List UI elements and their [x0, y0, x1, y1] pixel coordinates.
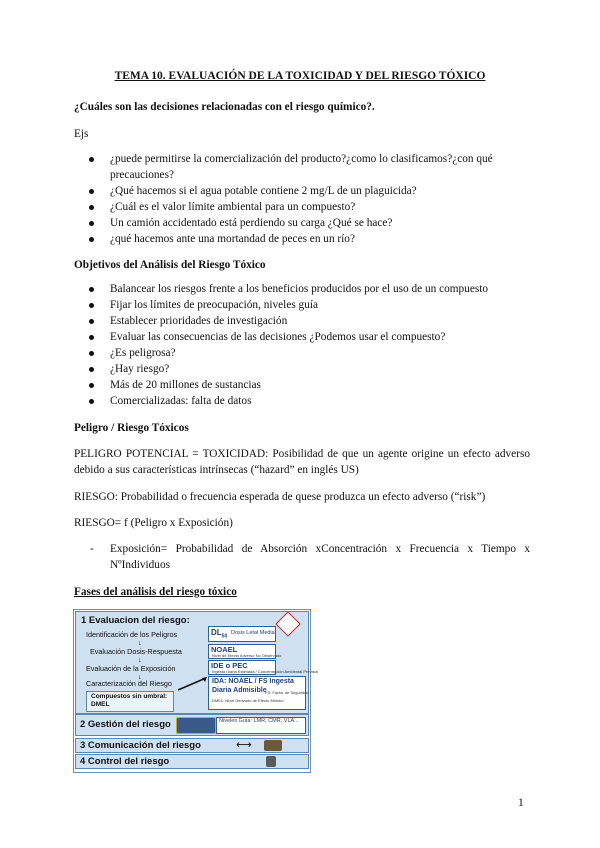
- hazard-warning-icon: [275, 611, 300, 636]
- guide-levels-box: [216, 717, 306, 734]
- examples-label: Ejs: [74, 128, 89, 140]
- dmel-label: DMEL: [91, 701, 110, 708]
- ida-line-2: Diaria Admisible: [212, 687, 267, 694]
- ida-box: [208, 676, 309, 710]
- dl50-box: [208, 626, 276, 642]
- page-number: 1: [518, 797, 524, 809]
- dl50-description: Dosis Letal Media: [231, 630, 275, 636]
- no-threshold-label: Compuestos sin umbral:: [91, 693, 168, 700]
- list-item: ¿qué hacemos ante una mortandad de peces en un río?: [74, 231, 530, 247]
- question-heading: ¿Cuáles son las decisiones relacionadas con el riesgo químico?.: [74, 101, 375, 113]
- risk-communication-bar: [75, 738, 309, 753]
- dash-marker: -: [90, 543, 94, 555]
- peligro-heading: Peligro / Riesgo Tóxicos: [74, 422, 189, 434]
- objectives-heading: Objetivos del Análisis del Riesgo Tóxico: [74, 259, 266, 271]
- bullet-icon: [89, 303, 94, 308]
- risk-evaluation-box: [75, 611, 318, 714]
- riesgo-formula: RIESGO= f (Peligro x Exposición): [74, 517, 233, 529]
- list-item: Comercializadas: falta de datos: [74, 393, 530, 409]
- list-item: Establecer prioridades de investigación: [74, 313, 530, 329]
- bullet-icon: [89, 237, 94, 242]
- dmel-small-text: DMEL: Nivel Derivado de Efecto Mínimo: [212, 698, 284, 703]
- exposicion-item: [74, 541, 530, 573]
- objectives-list: [74, 281, 530, 409]
- list-item: ¿Qué hacemos si el agua potable contiene 2 mg/L de un plaguicida?: [74, 183, 530, 199]
- riesgo-definition: RIESGO: Probabilidad o frecuencia esperada de quese produzca un efecto adverso (“risk”): [74, 491, 486, 503]
- step-hazard-identification: Identificación de los Peligros: [86, 630, 178, 639]
- worker-image: [266, 756, 276, 767]
- people-image: [264, 740, 282, 751]
- risk-management-bar: [75, 714, 309, 736]
- list-item: ¿puede permitirse la comercialización del producto?¿como lo clasificamos?¿con qué precauciones?: [74, 151, 530, 183]
- list-item: ¿Hay riesgo?: [74, 361, 530, 377]
- phases-heading: Fases del análisis del riesgo tóxico: [74, 586, 237, 598]
- list-item: Evaluar las consecuencias de las decisiones ¿Podemos usar el compuesto?: [74, 329, 530, 345]
- page-title: TEMA 10. EVALUACIÓN DE LA TOXICIDAD Y DEL RIESGO TÓXICO: [114, 70, 486, 82]
- bullet-icon: [89, 399, 94, 404]
- bullet-icon: [89, 367, 94, 372]
- bullet-icon: [89, 189, 94, 194]
- arrow-down-icon: ↓: [138, 655, 142, 664]
- regulation-logo: [176, 717, 216, 734]
- risk-control-bar: [75, 754, 309, 769]
- section-4-label: 4 Control del riesgo: [80, 756, 170, 767]
- bullet-icon: [89, 335, 94, 340]
- guide-levels-text: Niveles Guía: LMR, CMR, VLA...: [219, 718, 299, 724]
- section-2-label: 2 Gestión del riesgo: [80, 719, 171, 730]
- arrow-icon: [176, 676, 210, 692]
- step-risk-characterization: Caracterización del Riesgo: [86, 679, 172, 688]
- exposicion-definition: Exposición= Probabilidad de Absorción xConcentración x Frecuencia x Tiempo x NºIndividuos: [110, 543, 530, 571]
- ide-pec-small-text: Ingesta Diaria Estimada / Concentración Ambiental Prevista: [212, 669, 318, 674]
- ide-pec-label: IDE o PEC: [211, 661, 248, 670]
- list-item: Un camión accidentado está perdiendo su carga ¿Qué se hace?: [74, 215, 530, 231]
- bullet-icon: [89, 319, 94, 324]
- examples-list: [74, 151, 530, 247]
- noael-small-text: Nivel de Efecto Adverso No Observado: [212, 653, 282, 658]
- bullet-icon: [89, 287, 94, 292]
- ida-small-text: FS: Factor de Seguridad: [265, 690, 309, 695]
- bullet-icon: [89, 205, 94, 210]
- list-item: ¿Es peligrosa?: [74, 345, 530, 361]
- bullet-icon: [89, 351, 94, 356]
- noael-label: NOAEL: [211, 645, 238, 654]
- bullet-icon: [89, 221, 94, 226]
- peligro-definition: PELIGRO POTENCIAL = TOXICIDAD: Posibilidad de que un agente origine un efecto adverso debido a sus características intrínsecas (“hazard” en inglés US): [74, 448, 530, 476]
- list-item: Balancear los riesgos frente a los beneficios producidos por el uso de un compuesto: [74, 281, 530, 297]
- bullet-icon: [89, 157, 94, 162]
- arrow-down-icon: ↓: [138, 638, 142, 647]
- step-dose-response: Evaluación Dosis-Respuesta: [90, 647, 182, 656]
- double-arrow-icon: ⟷: [236, 739, 252, 751]
- step-exposure: Evaluación de la Exposición: [86, 664, 176, 673]
- no-threshold-box: [86, 691, 174, 712]
- bullet-icon: [89, 383, 94, 388]
- risk-phases-figure: [73, 609, 318, 773]
- ide-pec-box: [208, 660, 318, 675]
- ida-label: IDA: NOAEL / FS Ingesta: [212, 678, 294, 685]
- section-3-label: 3 Comunicación del riesgo: [80, 740, 201, 751]
- dl50-label: $DL_{50}$: [211, 628, 228, 640]
- list-item: ¿Cuál es el valor límite ambiental para un compuesto?: [74, 199, 530, 215]
- list-item: Más de 20 millones de sustancias: [74, 377, 530, 393]
- noael-box: [208, 644, 282, 659]
- section-1-label: 1 Evaluacion del riesgo:: [81, 615, 190, 626]
- arrow-down-icon: ↓: [138, 672, 142, 681]
- list-item: Fijar los límites de preocupación, niveles guía: [74, 297, 530, 313]
